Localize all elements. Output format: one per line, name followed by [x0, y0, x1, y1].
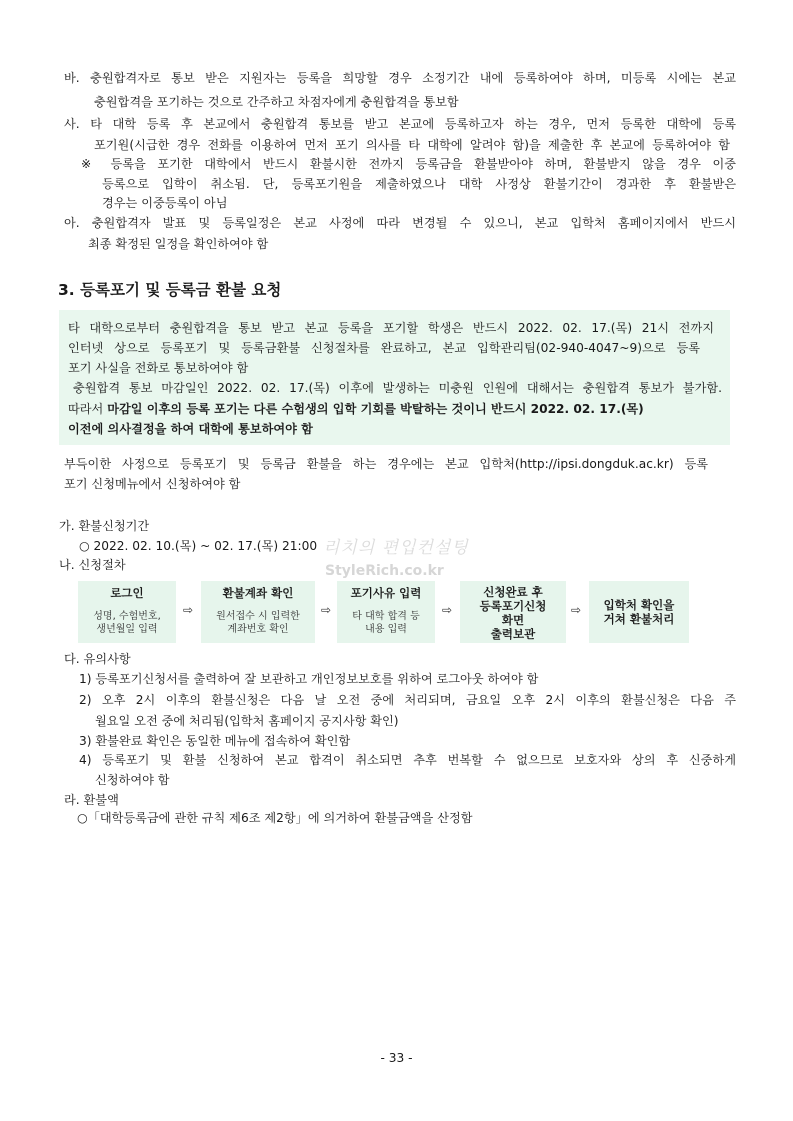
notice-line1: 타 대학으로부터 충원합격을 통보 받고 본교 등록을 포기할 학생은 반드시 2022. 02. 17.(목) 21시 전까지 — [68, 321, 714, 335]
step-login-title: 로그인 — [110, 586, 144, 600]
arrow-icon: ⇨ — [320, 603, 332, 617]
note-line2: 등록으로 입학이 취소됨. 단, 등록포기원을 제출하였으나 대학 사정상 환불기간이 경과한 후 환불받은 — [102, 177, 736, 191]
step-print — [460, 581, 566, 643]
notice-line2: 인터넷 상으로 등록포기 및 등록금환불 신청절차를 완료하고, 본교 입학관리팀(02-940-4047~9)으로 등록 — [68, 341, 700, 355]
step-refund-title1: 입학처 확인을 — [603, 598, 675, 612]
ra-title: 라. 환불액 — [64, 793, 119, 807]
step-refund — [589, 581, 689, 643]
step-reason-sub2: 내용 입력 — [365, 624, 407, 635]
step-login — [78, 581, 176, 643]
notice-line4: 충원합격 통보 마감일인 2022. 02. 17.(목) 이후에 발생하는 미충원 인원에 대해서는 충원합격 통보가 불가함. — [73, 381, 722, 395]
notice-line3: 포기 사실을 전화로 통보하여야 함 — [68, 361, 249, 375]
notice-line5-prefix: 따라서 — [68, 402, 108, 416]
notice-box — [59, 310, 730, 445]
da-item2-line1: 2) 오후 2시 이후의 환불신청은 다음 날 오전 중에 처리되며, 금요일 오후 2시 이후의 환불신청은 다음 주 — [79, 693, 736, 707]
step-reason — [337, 581, 435, 643]
step-reason-sub1: 타 대학 합격 등 — [352, 611, 420, 622]
step-login-sub1: 성명, 수험번호, — [93, 611, 161, 622]
notice-line5-bold: 마감일 이후의 등록 포기는 다른 수험생의 입학 기회를 박탈하는 것이니 반드시 2022. 02. 17.(목) — [107, 402, 644, 416]
arrow-icon: ⇨ — [441, 603, 453, 617]
notice-line5 — [68, 401, 644, 417]
na-title: 나. 신청절차 — [59, 558, 126, 572]
step-account — [201, 581, 315, 643]
ra-item1: ○「대학등록금에 관한 규칙 제6조 제2항」에 의거하여 환불금액을 산정함 — [77, 811, 473, 825]
watermark-text: 리치의 편입컨설팅 — [323, 538, 469, 558]
step-login-sub2: 생년월일 입력 — [96, 624, 158, 635]
item-ba-line2: 충원합격을 포기하는 것으로 간주하고 차점자에게 충원합격을 통보함 — [94, 95, 459, 109]
da-item4-line1: 4) 등록포기 및 환불 신청하여 본교 합격이 취소되면 추후 번복할 수 없으므로 보호자와 상의 후 신중하게 — [79, 753, 736, 767]
arrow-icon: ⇨ — [570, 603, 582, 617]
item-a-line2: 최종 확정된 일정을 확인하여야 함 — [88, 237, 269, 251]
item-sa-line2: 포기원(시급한 경우 전화를 이용하여 먼저 포기 의사를 타 대학에 알려야 함)을 제출한 후 본교에 등록하여야 함 — [94, 138, 730, 152]
ga-title: 가. 환불신청기간 — [59, 519, 150, 533]
step-account-sub2: 계좌번호 확인 — [227, 624, 289, 635]
arrow-icon: ⇨ — [182, 603, 194, 617]
da-item1: 1) 등록포기신청서를 출력하여 잘 보관하고 개인정보보호를 위하여 로그아웃 하여야 함 — [79, 672, 539, 686]
intro-line2: 포기 신청메뉴에서 신청하여야 함 — [64, 477, 241, 491]
item-ba-line1: 바. 충원합격자로 통보 받은 지원자는 등록을 희망할 경우 소정기간 내에 등록하여야 하며, 미등록 시에는 본교 — [64, 71, 736, 85]
note-line1: ※ 등록을 포기한 대학에서 반드시 환불시한 전까지 등록금을 환불받아야 하며, 환불받지 않을 경우 이중 — [81, 157, 736, 171]
da-item2-line2: 월요일 오전 중에 처리됨(입학처 홈페이지 공지사항 확인) — [95, 714, 399, 728]
note-line3: 경우는 이중등록이 아님 — [102, 196, 228, 210]
da-title: 다. 유의사항 — [64, 652, 131, 666]
da-item4-line2: 신청하여야 함 — [95, 773, 170, 787]
step-account-title: 환불계좌 확인 — [222, 586, 294, 600]
ga-period: ○ 2022. 02. 10.(목) ~ 02. 17.(목) 21:00 — [79, 539, 318, 553]
step-print-title2: 등록포기신청 — [479, 599, 547, 613]
step-account-sub1: 원서접수 시 입력한 — [216, 611, 300, 622]
intro-line1: 부득이한 사정으로 등록포기 및 등록금 환불을 하는 경우에는 본교 입학처(http://ipsi.dongduk.ac.kr) 등록 — [64, 457, 708, 471]
da-item3: 3) 환불완료 확인은 동일한 메뉴에 접속하여 확인함 — [79, 734, 351, 748]
watermark-url: StyleRich.co.kr — [325, 563, 444, 579]
notice-line6-bold: 이전에 의사결정을 하여 대학에 통보하여야 함 — [68, 422, 313, 436]
item-sa-line1: 사. 타 대학 등록 후 본교에서 충원합격 통보를 받고 본교에 등록하고자 하는 경우, 먼저 등록한 대학에 등록 — [64, 117, 736, 131]
step-print-title1: 신청완료 후 — [483, 585, 543, 599]
page-number: - 33 - — [380, 1051, 413, 1065]
step-refund-title2: 거쳐 환불처리 — [603, 612, 675, 626]
section-heading: 3. 등록포기 및 등록금 환불 요청 — [58, 281, 282, 299]
step-reason-title: 포기사유 입력 — [350, 586, 422, 600]
item-a-line1: 아. 충원합격자 발표 및 등록일정은 본교 사정에 따라 변경될 수 있으니, 본교 입학처 홈페이지에서 반드시 — [64, 216, 736, 230]
step-print-title3: 화면 — [501, 613, 525, 627]
step-print-title4: 출력보관 — [490, 627, 536, 641]
